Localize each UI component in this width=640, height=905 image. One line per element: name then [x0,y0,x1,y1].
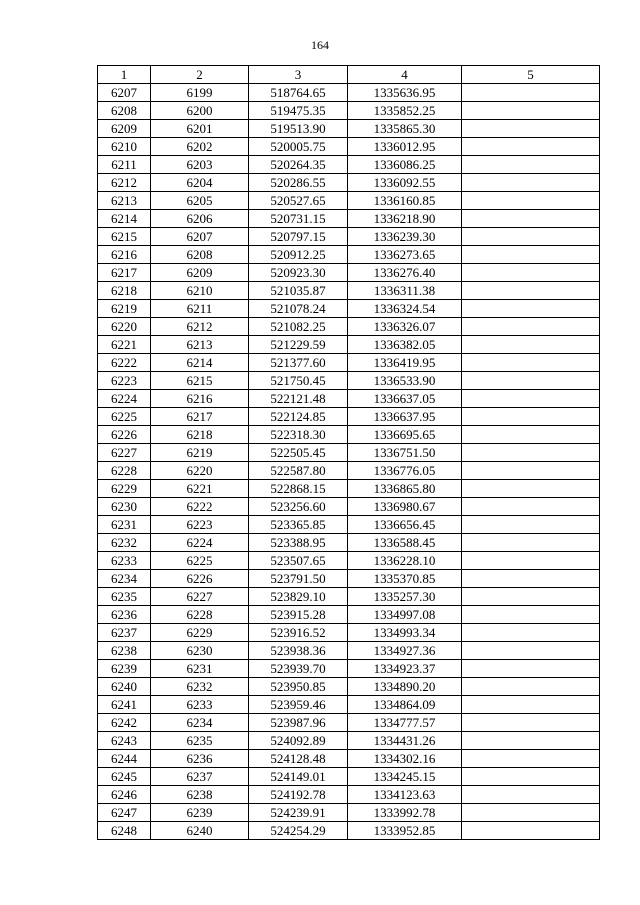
table-cell: 6236 [98,606,151,624]
table-cell: 6208 [98,102,151,120]
table-cell: 520005.75 [249,138,348,156]
table-row [98,300,600,318]
table-cell: 6213 [98,192,151,210]
table-cell [462,408,600,426]
table-cell [462,336,600,354]
table-cell: 523915.28 [249,606,348,624]
table-cell [462,120,600,138]
table-cell [462,156,600,174]
table-row [98,444,600,462]
table-cell: 6201 [151,120,249,138]
table-cell [462,228,600,246]
table-cell: 6234 [151,714,249,732]
table-cell: 520731.15 [249,210,348,228]
table-cell: 1336239.30 [348,228,462,246]
table-row [98,822,600,840]
table-cell [462,354,600,372]
table-cell: 6223 [98,372,151,390]
table-cell: 523365.85 [249,516,348,534]
table-cell: 1336324.54 [348,300,462,318]
table-cell [462,768,600,786]
table-row [98,228,600,246]
table-cell: 6218 [98,282,151,300]
table-cell: 6203 [151,156,249,174]
table-cell: 1336419.95 [348,354,462,372]
table-cell: 1334431.26 [348,732,462,750]
table-row [98,390,600,408]
table-cell: 1336865.80 [348,480,462,498]
table-cell: 523791.50 [249,570,348,588]
table-cell: 6229 [98,480,151,498]
table-cell: 1334302.16 [348,750,462,768]
table-cell: 6217 [98,264,151,282]
table-cell: 1334864.09 [348,696,462,714]
table-cell [462,786,600,804]
table-cell: 1336776.05 [348,462,462,480]
table-cell: 523959.46 [249,696,348,714]
table-cell: 6205 [151,192,249,210]
table-cell: 6207 [151,228,249,246]
table-cell: 522121.48 [249,390,348,408]
table-cell: 6236 [151,750,249,768]
table-cell: 6216 [151,390,249,408]
table-cell: 1335865.30 [348,120,462,138]
table-cell [462,390,600,408]
table-row [98,354,600,372]
table-row [98,804,600,822]
table-row [98,426,600,444]
table-cell: 523939.70 [249,660,348,678]
table-cell: 523256.60 [249,498,348,516]
table-cell: 520286.55 [249,174,348,192]
table-cell [462,660,600,678]
table-cell: 6242 [98,714,151,732]
table-cell: 520527.65 [249,192,348,210]
table-cell: 1336273.65 [348,246,462,264]
table-cell: 521229.59 [249,336,348,354]
table-cell: 1336695.65 [348,426,462,444]
table-cell [462,588,600,606]
table-cell: 6222 [151,498,249,516]
table-cell: 1335257.30 [348,588,462,606]
table-cell [462,300,600,318]
column-header: 5 [462,66,600,84]
table-cell: 524192.78 [249,786,348,804]
table-cell: 6200 [151,102,249,120]
header-row [98,66,600,84]
table-cell: 524092.89 [249,732,348,750]
table-cell: 6220 [151,462,249,480]
table-cell [462,426,600,444]
table-cell [462,732,600,750]
table-cell: 6223 [151,516,249,534]
table-cell [462,552,600,570]
table-cell: 1336533.90 [348,372,462,390]
table-cell: 6221 [151,480,249,498]
table-cell: 519475.35 [249,102,348,120]
table-cell: 6221 [98,336,151,354]
table-row [98,264,600,282]
table-cell: 1334777.57 [348,714,462,732]
table-row [98,246,600,264]
table-cell: 6212 [98,174,151,192]
table-cell: 6209 [98,120,151,138]
table-cell: 6211 [151,300,249,318]
table-row [98,462,600,480]
table-cell: 6232 [98,534,151,552]
table-cell: 6227 [98,444,151,462]
table-row [98,84,600,102]
table-cell: 519513.90 [249,120,348,138]
table-cell: 1336980.67 [348,498,462,516]
table-row [98,282,600,300]
table-cell: 6199 [151,84,249,102]
table-cell: 6241 [98,696,151,714]
table-cell: 523916.52 [249,624,348,642]
table-cell: 1336012.95 [348,138,462,156]
table-cell: 6230 [151,642,249,660]
table-cell [462,444,600,462]
table-cell: 6225 [151,552,249,570]
table-cell: 518764.65 [249,84,348,102]
table-cell: 1336228.10 [348,552,462,570]
table-cell: 6231 [98,516,151,534]
table-cell: 1334923.37 [348,660,462,678]
table-cell: 523938.36 [249,642,348,660]
table-cell: 523507.65 [249,552,348,570]
table-cell: 1334245.15 [348,768,462,786]
table-cell: 523829.10 [249,588,348,606]
table-cell: 6217 [151,408,249,426]
table-cell: 1334890.20 [348,678,462,696]
table-cell: 6214 [151,354,249,372]
table-cell [462,624,600,642]
table-cell: 524149.01 [249,768,348,786]
table-cell: 521750.45 [249,372,348,390]
table-cell: 1336160.85 [348,192,462,210]
table-row [98,318,600,336]
table-cell [462,462,600,480]
table-cell: 6224 [98,390,151,408]
table-cell: 520912.25 [249,246,348,264]
table-cell: 6210 [98,138,151,156]
table-cell: 521082.25 [249,318,348,336]
table-row [98,588,600,606]
table-row [98,624,600,642]
table-cell [462,570,600,588]
table-cell: 1336311.38 [348,282,462,300]
table-cell: 1335370.85 [348,570,462,588]
table-row [98,768,600,786]
table-cell: 6225 [98,408,151,426]
table-cell: 524239.91 [249,804,348,822]
table-cell: 6244 [98,750,151,768]
table-cell: 6212 [151,318,249,336]
table-cell: 6230 [98,498,151,516]
table-cell: 6238 [98,642,151,660]
column-header: 1 [98,66,151,84]
table-row [98,750,600,768]
table-cell: 6202 [151,138,249,156]
table-cell: 1333992.78 [348,804,462,822]
table-cell: 6206 [151,210,249,228]
table-cell: 6228 [98,462,151,480]
table-cell: 520797.15 [249,228,348,246]
table-cell: 1336637.05 [348,390,462,408]
table-cell: 522868.15 [249,480,348,498]
table-row [98,552,600,570]
table-cell [462,750,600,768]
table-cell: 6248 [98,822,151,840]
table-cell: 6233 [98,552,151,570]
table-row [98,174,600,192]
table-cell: 6229 [151,624,249,642]
table-cell: 523388.95 [249,534,348,552]
table-row [98,678,600,696]
table-row [98,534,600,552]
table-cell: 521078.24 [249,300,348,318]
table-row [98,642,600,660]
table-cell: 521035.87 [249,282,348,300]
table-cell [462,210,600,228]
table-cell: 6247 [98,804,151,822]
table-cell [462,102,600,120]
table-cell: 523950.85 [249,678,348,696]
table-row [98,138,600,156]
column-header: 2 [151,66,249,84]
table-cell: 6227 [151,588,249,606]
table-cell: 6240 [151,822,249,840]
table-cell: 1336637.95 [348,408,462,426]
table-cell: 520264.35 [249,156,348,174]
table-cell: 1336588.45 [348,534,462,552]
table-cell: 522505.45 [249,444,348,462]
table-row [98,372,600,390]
table-row [98,210,600,228]
table-cell [462,534,600,552]
column-header: 3 [249,66,348,84]
table-cell: 6226 [98,426,151,444]
table-cell: 6246 [98,786,151,804]
table-row [98,606,600,624]
table-row [98,408,600,426]
coordinates-table [97,65,600,840]
table-cell: 1336086.25 [348,156,462,174]
table-row [98,732,600,750]
table-cell [462,714,600,732]
table-cell: 6238 [151,786,249,804]
table-cell: 6237 [98,624,151,642]
table-row [98,786,600,804]
table-cell: 524128.48 [249,750,348,768]
table-cell: 6215 [98,228,151,246]
table-cell: 6239 [151,804,249,822]
table-cell: 6218 [151,426,249,444]
table-cell [462,642,600,660]
table-cell: 6220 [98,318,151,336]
table-row [98,570,600,588]
table-row [98,696,600,714]
table-cell: 6235 [98,588,151,606]
table-cell [462,696,600,714]
table-cell [462,318,600,336]
table-cell: 1334993.34 [348,624,462,642]
table-row [98,516,600,534]
table-cell: 6233 [151,696,249,714]
table-cell: 6240 [98,678,151,696]
table-cell: 6237 [151,768,249,786]
table-cell: 6216 [98,246,151,264]
table-cell [462,804,600,822]
table-cell [462,480,600,498]
table-cell: 1333952.85 [348,822,462,840]
table-cell: 6235 [151,732,249,750]
table-cell: 520923.30 [249,264,348,282]
table-cell: 6231 [151,660,249,678]
table-cell: 524254.29 [249,822,348,840]
table-cell: 6210 [151,282,249,300]
table-body [98,84,600,840]
table-cell: 6228 [151,606,249,624]
table-cell: 6226 [151,570,249,588]
table-cell: 1334123.63 [348,786,462,804]
table-cell: 6215 [151,372,249,390]
table-cell [462,822,600,840]
table-cell [462,282,600,300]
table-cell: 522318.30 [249,426,348,444]
table-cell: 1334927.36 [348,642,462,660]
table-cell: 1336218.90 [348,210,462,228]
table-cell: 6209 [151,264,249,282]
table-cell [462,372,600,390]
table-cell: 521377.60 [249,354,348,372]
table-cell: 522587.80 [249,462,348,480]
table-row [98,714,600,732]
table-cell: 1335852.25 [348,102,462,120]
table-cell: 6219 [98,300,151,318]
table-cell: 6219 [151,444,249,462]
table-cell: 6204 [151,174,249,192]
table-cell: 6214 [98,210,151,228]
table-cell: 522124.85 [249,408,348,426]
table-cell: 6239 [98,660,151,678]
table-cell: 6234 [98,570,151,588]
table-cell [462,246,600,264]
column-header: 4 [348,66,462,84]
table-cell: 6224 [151,534,249,552]
table-cell: 523987.96 [249,714,348,732]
table-cell: 6208 [151,246,249,264]
table-cell [462,84,600,102]
table-cell [462,192,600,210]
page-number: 164 [311,38,329,52]
table-row [98,660,600,678]
table-cell: 6222 [98,354,151,372]
table-row [98,120,600,138]
table-cell: 6213 [151,336,249,354]
table-cell: 1336751.50 [348,444,462,462]
table-row [98,480,600,498]
table-cell: 1336382.05 [348,336,462,354]
table-cell: 1336656.45 [348,516,462,534]
table-cell [462,174,600,192]
table-cell: 6243 [98,732,151,750]
table-row [98,336,600,354]
table-cell: 6211 [98,156,151,174]
table-cell: 1335636.95 [348,84,462,102]
table-cell: 1336092.55 [348,174,462,192]
table-row [98,156,600,174]
table-cell [462,678,600,696]
table-row [98,192,600,210]
table-cell [462,606,600,624]
table-cell: 6232 [151,678,249,696]
table-cell [462,498,600,516]
table-cell [462,516,600,534]
table-cell: 1336326.07 [348,318,462,336]
table-cell [462,138,600,156]
table-cell [462,264,600,282]
table-cell: 1334997.08 [348,606,462,624]
table-cell: 6245 [98,768,151,786]
table-cell: 1336276.40 [348,264,462,282]
table-row [98,498,600,516]
table-cell: 6207 [98,84,151,102]
table-row [98,102,600,120]
